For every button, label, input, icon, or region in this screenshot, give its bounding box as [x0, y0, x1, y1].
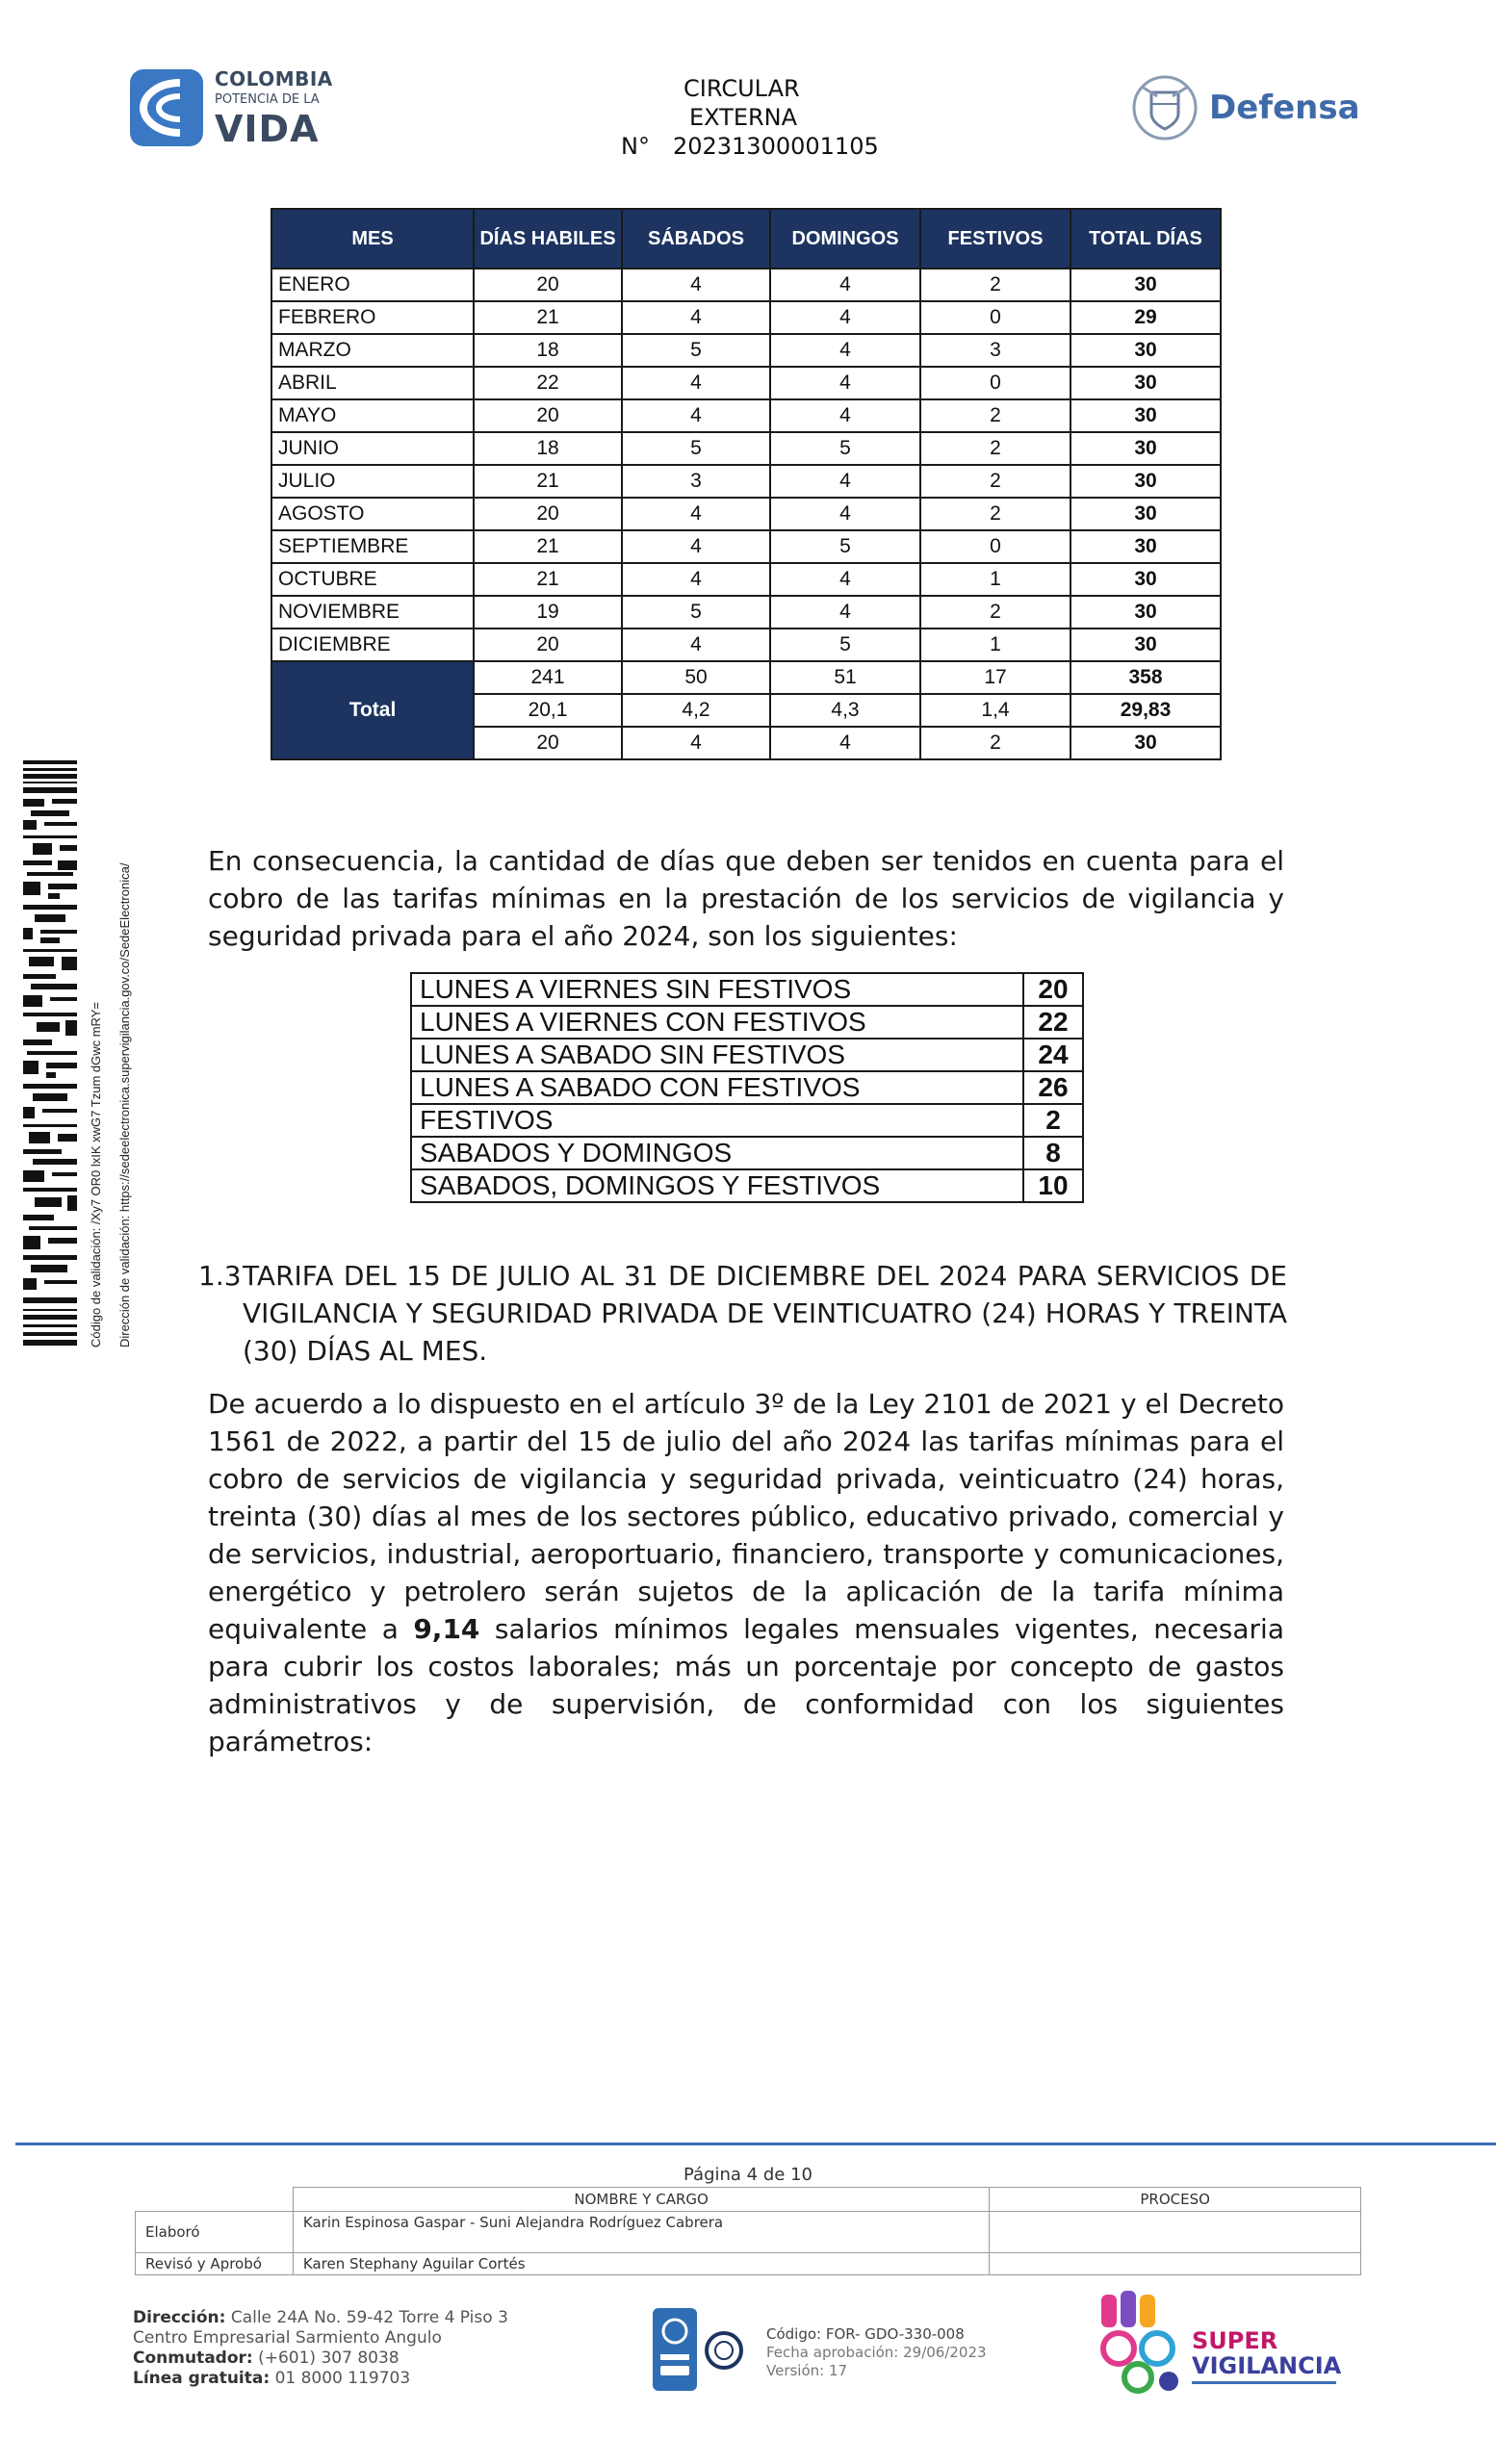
month-value-cell: 21 — [474, 465, 622, 498]
signature-header-name: NOMBRE Y CARGO — [293, 2188, 989, 2212]
month-value-cell: 20 — [474, 629, 622, 661]
month-value-cell: 30 — [1070, 432, 1221, 465]
month-value-cell: 4 — [770, 269, 920, 301]
doc-approval-date: Fecha aprobación: 29/06/2023 — [766, 2344, 987, 2361]
month-value-cell: 22 — [474, 367, 622, 399]
month-value-cell: 2 — [920, 498, 1070, 530]
month-value-cell: 2 — [920, 399, 1070, 432]
signature-header-blank — [136, 2188, 294, 2212]
icontec-certification-icon — [653, 2308, 749, 2395]
address-line — [133, 2308, 508, 2328]
month-value-cell: 20 — [474, 269, 622, 301]
month-value-cell: 18 — [474, 334, 622, 367]
summary-label-cell: LUNES A VIERNES SIN FESTIVOS — [411, 973, 1023, 1006]
month-value-cell: 30 — [1070, 530, 1221, 563]
month-value-cell: 20 — [474, 498, 622, 530]
month-name-cell: OCTUBRE — [271, 563, 474, 596]
doc-version: Versión: 17 — [766, 2362, 848, 2379]
month-name-cell: SEPTIEMBRE — [271, 530, 474, 563]
month-value-cell: 30 — [1070, 399, 1221, 432]
month-value-cell: 1 — [920, 629, 1070, 661]
supervigilancia-emblem-icon — [1092, 2289, 1192, 2400]
month-value-cell: 4 — [770, 367, 920, 399]
month-value-cell: 5 — [622, 432, 770, 465]
month-value-cell: 30 — [1070, 498, 1221, 530]
month-value-cell: 4 — [622, 367, 770, 399]
circular-line1: CIRCULAR — [684, 75, 800, 102]
free-label: Línea gratuita: — [133, 2369, 271, 2388]
validation-url-text: Dirección de validación: https://sedeelectronica.supervigilancia.gov.co/SedeElectronica/ — [117, 862, 132, 1348]
number-label: N° — [621, 133, 650, 160]
month-name-cell: ENERO — [271, 269, 474, 301]
total-value-cell: 29,83 — [1070, 694, 1221, 727]
month-row — [271, 596, 1221, 629]
month-name-cell: FEBRERO — [271, 301, 474, 334]
elaboro-process — [990, 2212, 1361, 2253]
month-value-cell: 30 — [1070, 465, 1221, 498]
month-value-cell: 4 — [622, 563, 770, 596]
month-value-cell: 30 — [1070, 596, 1221, 629]
total-row — [271, 661, 1221, 694]
summary-label-cell: SABADOS Y DOMINGOS — [411, 1137, 1023, 1169]
validation-barcode — [23, 760, 77, 1348]
summary-value-cell: 8 — [1023, 1137, 1083, 1169]
month-value-cell: 18 — [474, 432, 622, 465]
month-value-cell: 2 — [920, 465, 1070, 498]
doc-code: Código: FOR- GDO-330-008 — [766, 2325, 965, 2343]
phone-label: Conmutador: — [133, 2348, 253, 2368]
reviso-label: Revisó y Aprobó — [136, 2253, 294, 2275]
summary-value-cell: 24 — [1023, 1039, 1083, 1071]
signature-header-row — [136, 2188, 1361, 2212]
footer-address — [133, 2308, 508, 2389]
month-value-cell: 2 — [920, 596, 1070, 629]
month-value-cell: 21 — [474, 301, 622, 334]
total-value-cell: 4,2 — [622, 694, 770, 727]
paragraph-tariff-text-2: salarios mínimos legales mensuales vigentes, necesaria para cubrir los costos laborales; más un porcentaje por concepto de gastos administrativos y de supervisión, de conformidad con los siguientes parámetros: — [208, 1613, 1284, 1758]
summary-value-cell: 20 — [1023, 973, 1083, 1006]
month-value-cell: 2 — [920, 432, 1070, 465]
month-value-cell: 5 — [622, 596, 770, 629]
total-value-cell: 4 — [770, 727, 920, 759]
total-label-cell: Total — [271, 661, 474, 759]
total-value-cell: 2 — [920, 727, 1070, 759]
month-value-cell: 4 — [770, 596, 920, 629]
month-name-cell: DICIEMBRE — [271, 629, 474, 661]
month-value-cell: 5 — [770, 530, 920, 563]
elaboro-value: Karin Espinosa Gaspar - Suni Alejandra Rodríguez Cabrera — [293, 2212, 989, 2253]
colombia-logo-icon — [130, 69, 203, 146]
summary-row — [411, 1006, 1083, 1039]
days-header-cell: DOMINGOS — [770, 209, 920, 269]
summary-value-cell: 22 — [1023, 1006, 1083, 1039]
month-value-cell: 3 — [622, 465, 770, 498]
summary-row — [411, 1071, 1083, 1104]
month-value-cell: 4 — [622, 498, 770, 530]
signature-row-elaboro — [136, 2212, 1361, 2253]
signature-table — [135, 2187, 1361, 2275]
total-value-cell: 241 — [474, 661, 622, 694]
paragraph-tariff-bold-value: 9,14 — [413, 1613, 480, 1645]
summary-label-cell: FESTIVOS — [411, 1104, 1023, 1137]
month-name-cell: ABRIL — [271, 367, 474, 399]
summary-table — [410, 972, 1084, 1203]
summary-label-cell: LUNES A SABADO CON FESTIVOS — [411, 1071, 1023, 1104]
month-value-cell: 30 — [1070, 334, 1221, 367]
month-name-cell: JUNIO — [271, 432, 474, 465]
month-value-cell: 4 — [770, 334, 920, 367]
supervigilancia-underline — [1192, 2381, 1336, 2384]
total-value-cell: 51 — [770, 661, 920, 694]
month-row — [271, 530, 1221, 563]
section-number: 1.3 — [198, 1260, 242, 1292]
month-value-cell: 19 — [474, 596, 622, 629]
vigilancia-text: VIGILANCIA — [1192, 2352, 1342, 2379]
coat-of-arms-icon — [1128, 69, 1201, 144]
signature-row-reviso — [136, 2253, 1361, 2275]
defensa-text: Defensa — [1209, 89, 1360, 127]
summary-row — [411, 1104, 1083, 1137]
month-value-cell: 21 — [474, 530, 622, 563]
number-value: 20231300001105 — [672, 133, 879, 160]
free-value: 01 8000 119703 — [274, 2369, 411, 2388]
month-value-cell: 5 — [770, 629, 920, 661]
summary-label-cell: LUNES A SABADO SIN FESTIVOS — [411, 1039, 1023, 1071]
summary-value-cell: 26 — [1023, 1071, 1083, 1104]
month-value-cell: 30 — [1070, 367, 1221, 399]
address-label: Dirección: — [133, 2308, 226, 2327]
month-value-cell: 0 — [920, 301, 1070, 334]
circular-line2: EXTERNA — [689, 104, 798, 131]
free-line — [133, 2369, 508, 2389]
month-value-cell: 4 — [622, 301, 770, 334]
phone-line — [133, 2348, 508, 2369]
month-value-cell: 0 — [920, 530, 1070, 563]
summary-value-cell: 10 — [1023, 1169, 1083, 1202]
days-table-header-row — [271, 209, 1221, 269]
month-value-cell: 4 — [622, 530, 770, 563]
paragraph-tariff — [208, 1385, 1284, 1760]
section-title: TARIFA DEL 15 DE JULIO AL 31 DE DICIEMBRE DEL 2024 PARA SERVICIOS DE VIGILANCIA Y SEGURIDAD PRIVADA DE VEINTICUATRO (24) HORAS Y TREINTA (30) DÍAS AL MES. — [243, 1260, 1287, 1367]
total-value-cell: 50 — [622, 661, 770, 694]
month-value-cell: 20 — [474, 399, 622, 432]
month-value-cell: 0 — [920, 367, 1070, 399]
month-value-cell: 2 — [920, 269, 1070, 301]
address-value: Calle 24A No. 59-42 Torre 4 Piso 3 — [230, 2308, 508, 2327]
month-row — [271, 301, 1221, 334]
month-value-cell: 4 — [770, 301, 920, 334]
signature-header-process: PROCESO — [990, 2188, 1361, 2212]
days-header-cell: MES — [271, 209, 474, 269]
circular-number — [621, 133, 879, 160]
month-row — [271, 629, 1221, 661]
paragraph-tariff-text-1: De acuerdo a lo dispuesto en el artículo 3º de la Ley 2101 de 2021 y el Decreto 1561 de 2022, a partir del 15 de julio del año 2024 las tarifas mínimas para el cobro de servicios de vigilancia y seguridad privada, veinticuatro (24) horas, treinta (30) días al mes de los sectores público, educativo privado, comercial y de servicios, industrial, aeroportuario, financiero, transporte y comunicaciones, energético y petrolero serán sujetos de la aplicación de la tarifa mínima equivalente a — [208, 1388, 1284, 1645]
elaboro-label: Elaboró — [136, 2212, 294, 2253]
month-value-cell: 30 — [1070, 629, 1221, 661]
month-value-cell: 4 — [770, 465, 920, 498]
month-value-cell: 30 — [1070, 269, 1221, 301]
summary-row — [411, 1039, 1083, 1071]
month-value-cell: 4 — [622, 629, 770, 661]
month-row — [271, 269, 1221, 301]
total-value-cell: 20 — [474, 727, 622, 759]
summary-row — [411, 1169, 1083, 1202]
summary-row — [411, 973, 1083, 1006]
month-value-cell: 30 — [1070, 563, 1221, 596]
month-name-cell: MARZO — [271, 334, 474, 367]
total-value-cell: 20,1 — [474, 694, 622, 727]
month-value-cell: 4 — [770, 399, 920, 432]
month-row — [271, 465, 1221, 498]
total-value-cell: 1,4 — [920, 694, 1070, 727]
total-value-cell: 358 — [1070, 661, 1221, 694]
colombia-potencia-logo — [130, 65, 333, 152]
month-value-cell: 5 — [622, 334, 770, 367]
phone-value: (+601) 307 8038 — [258, 2348, 400, 2368]
summary-row — [411, 1137, 1083, 1169]
logo-text-colombia: COLOMBIA — [215, 67, 333, 90]
total-value-cell: 4 — [622, 727, 770, 759]
month-name-cell: JULIO — [271, 465, 474, 498]
logo-text-vida: VIDA — [215, 108, 320, 150]
reviso-value: Karen Stephany Aguilar Cortés — [293, 2253, 989, 2275]
month-row — [271, 432, 1221, 465]
days-header-cell: TOTAL DÍAS — [1070, 209, 1221, 269]
total-value-cell: 30 — [1070, 727, 1221, 759]
paragraph-days-intro: En consecuencia, la cantidad de días que deben ser tenidos en cuenta para el cobro de las tarifas mínimas en la prestación de los servicios de vigilancia y seguridad privada para el año 2024, son los siguientes: — [208, 845, 1284, 952]
days-header-cell: FESTIVOS — [920, 209, 1070, 269]
month-row — [271, 399, 1221, 432]
month-value-cell: 4 — [770, 498, 920, 530]
month-value-cell: 4 — [622, 269, 770, 301]
document-codes — [766, 2325, 987, 2380]
total-value-cell: 4,3 — [770, 694, 920, 727]
month-row — [271, 563, 1221, 596]
month-value-cell: 4 — [770, 563, 920, 596]
month-row — [271, 498, 1221, 530]
month-row — [271, 334, 1221, 367]
footer-divider — [15, 2143, 1496, 2145]
summary-value-cell: 2 — [1023, 1104, 1083, 1137]
days-header-cell: DÍAS HABILES — [474, 209, 622, 269]
logo-text-potencia: POTENCIA DE LA — [215, 92, 320, 107]
month-value-cell: 4 — [622, 399, 770, 432]
month-name-cell: NOVIEMBRE — [271, 596, 474, 629]
month-value-cell: 21 — [474, 563, 622, 596]
reviso-process — [990, 2253, 1361, 2275]
month-value-cell: 1 — [920, 563, 1070, 596]
month-value-cell: 5 — [770, 432, 920, 465]
supervigilancia-logo — [1092, 2289, 1361, 2400]
month-name-cell: AGOSTO — [271, 498, 474, 530]
total-value-cell: 17 — [920, 661, 1070, 694]
defensa-logo — [1128, 69, 1359, 146]
address-line2: Centro Empresarial Sarmiento Angulo — [133, 2328, 442, 2348]
summary-label-cell: LUNES A VIERNES CON FESTIVOS — [411, 1006, 1023, 1039]
days-header-cell: SÁBADOS — [622, 209, 770, 269]
validation-code-text: Código de validación: /Xy7 OR0 lxIK xwG7 Tzum dGwc mRY= — [89, 1002, 103, 1348]
month-value-cell: 29 — [1070, 301, 1221, 334]
month-value-cell: 3 — [920, 334, 1070, 367]
month-name-cell: MAYO — [271, 399, 474, 432]
days-table — [271, 208, 1222, 760]
super-text: SUPER — [1192, 2327, 1278, 2354]
month-row — [271, 367, 1221, 399]
page-number: Página 4 de 10 — [684, 2165, 812, 2185]
summary-label-cell: SABADOS, DOMINGOS Y FESTIVOS — [411, 1169, 1023, 1202]
